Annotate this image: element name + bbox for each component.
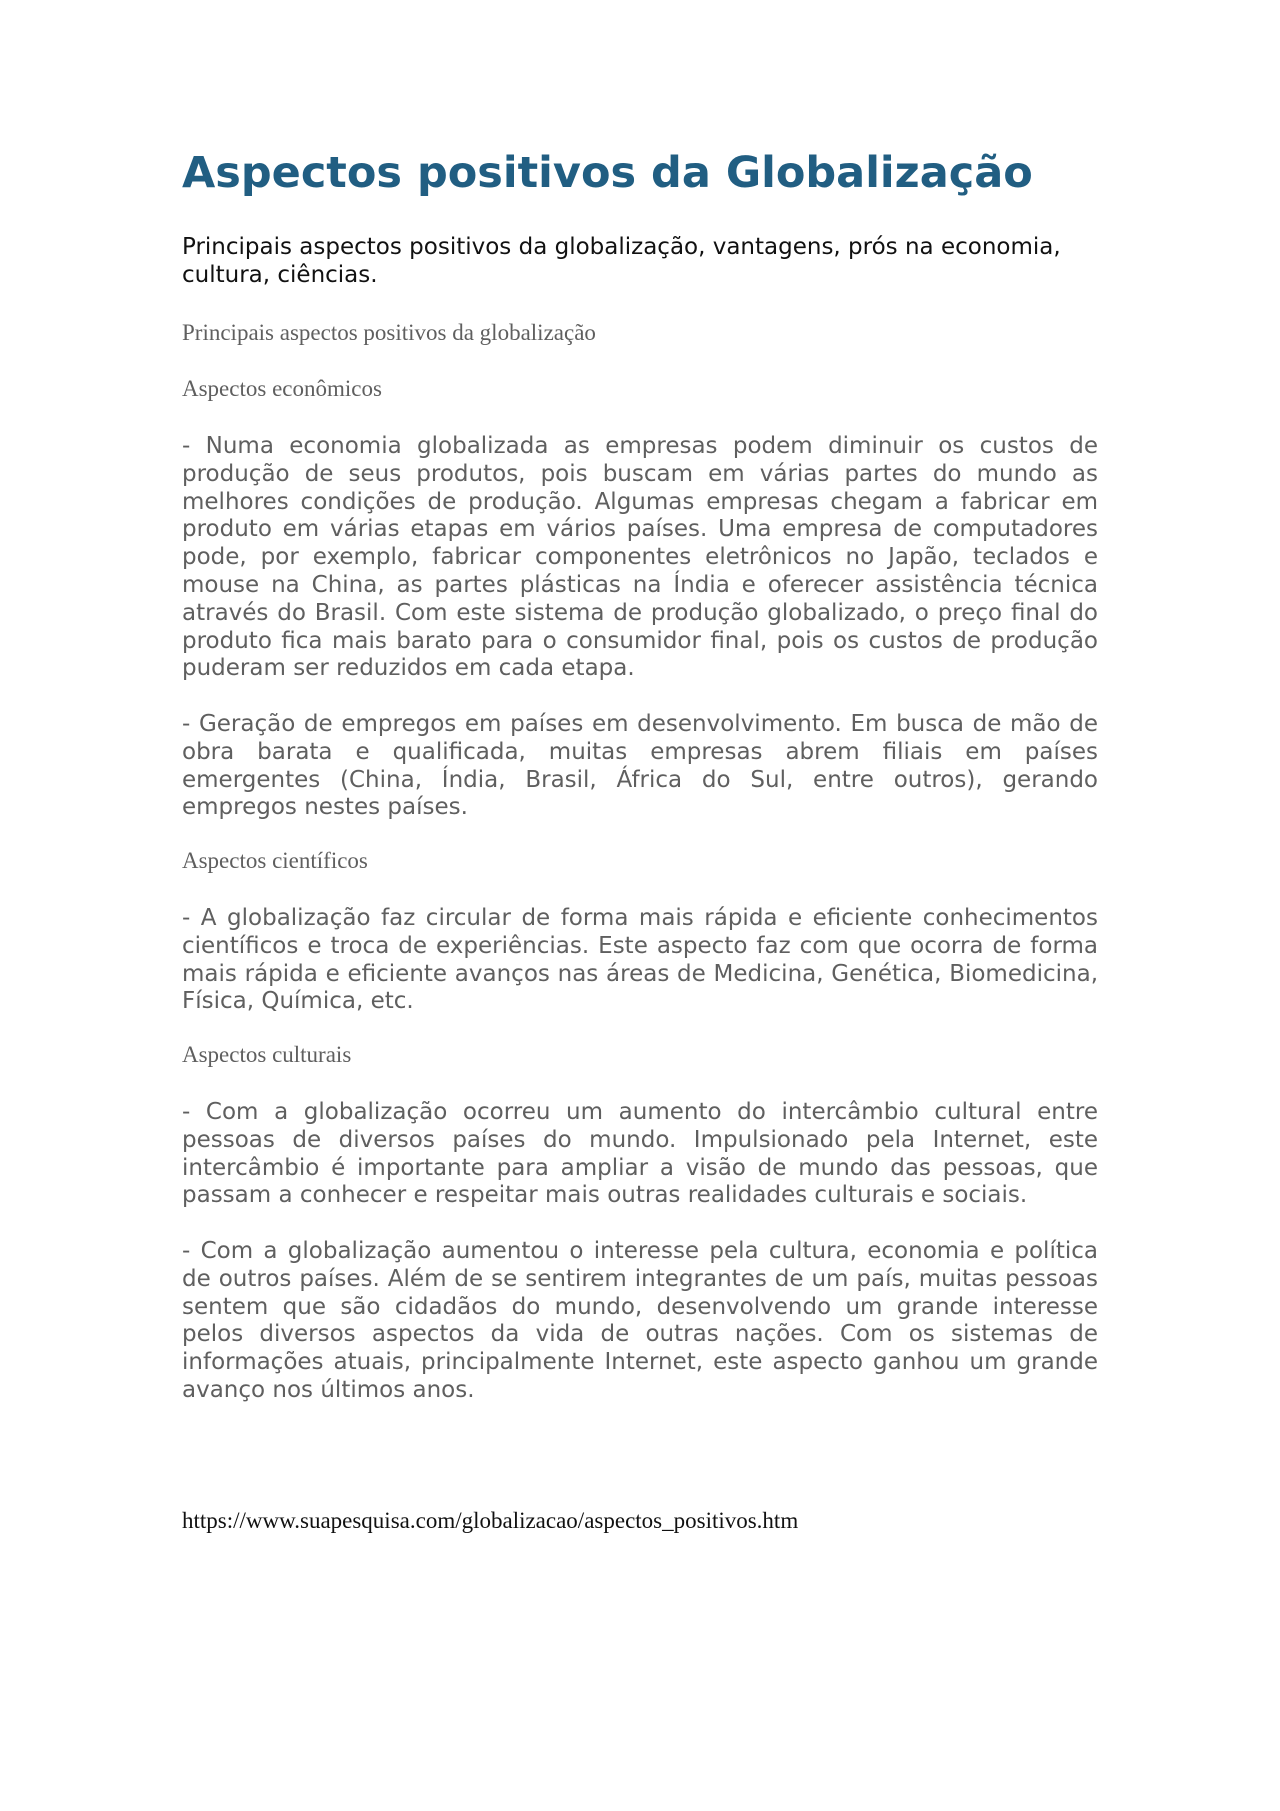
paragraph-economicos-1: - Numa economia globalizada as empresas podem diminuir os custos de produção de seus produtos, pois buscam em várias partes do mundo as melhores condições de produção. Algumas empresas chegam a fabricar em produto em várias etapas em vários países. Uma empresa de computadores pode, por exemplo, fabricar componentes eletrônicos no Japão, teclados e mouse na China, as partes plásticas na Índia e oferecer assistência técnica através do Brasil. Com este sistema de produção globalizado, o preço final do produto fica mais barato para o consumidor final, pois os custos de produção puderam ser reduzidos em cada etapa. bbox=[182, 433, 1098, 682]
paragraph-culturais-2: - Com a globalização aumentou o interesse pela cultura, economia e política de outros países. Além de se sentirem integrantes de um país, muitas pessoas sentem que são cidadãos do mundo, desenvolvendo um grande interesse pelos diversos aspectos da vida de outras nações. Com os sistemas de informações atuais, principalmente Internet, este aspecto ganhou um grande avanço nos últimos anos. bbox=[182, 1238, 1098, 1403]
paragraph-culturais-1: - Com a globalização ocorreu um aumento do intercâmbio cultural entre pessoas de diversos países do mundo. Impulsionado pela Internet, este intercâmbio é importante para ampliar a visão de mundo das pessoas, que passam a conhecer e respeitar mais outras realidades culturais e sociais. bbox=[182, 1099, 1098, 1209]
paragraph-economicos-2: - Geração de empregos em países em desenvolvimento. Em busca de mão de obra barata e qualificada, muitas empresas abrem filiais em países emergentes (China, Índia, Brasil, África do Sul, entre outros), gerando empregos nestes países. bbox=[182, 711, 1098, 821]
section-heading-cientificos: Aspectos científicos bbox=[182, 848, 368, 873]
intro-heading: Principais aspectos positivos da globalização bbox=[182, 320, 596, 345]
page-title: Aspectos positivos da Globalização bbox=[182, 148, 1033, 198]
source-url-link[interactable]: https://www.suapesquisa.com/globalizacao/aspectos_positivos.htm bbox=[182, 1508, 799, 1533]
page-subtitle: Principais aspectos positivos da globalização, vantagens, prós na economia, cultura, ciências. bbox=[182, 234, 1061, 288]
paragraph-cientificos-1: - A globalização faz circular de forma mais rápida e eficiente conhecimentos científicos e troca de experiências. Este aspecto faz com que ocorra de forma mais rápida e eficiente avanços nas áreas de Medicina, Genética, Biomedicina, Física, Química, etc. bbox=[182, 905, 1098, 1015]
section-heading-culturais: Aspectos culturais bbox=[182, 1042, 352, 1067]
section-heading-economicos: Aspectos econômicos bbox=[182, 376, 382, 401]
